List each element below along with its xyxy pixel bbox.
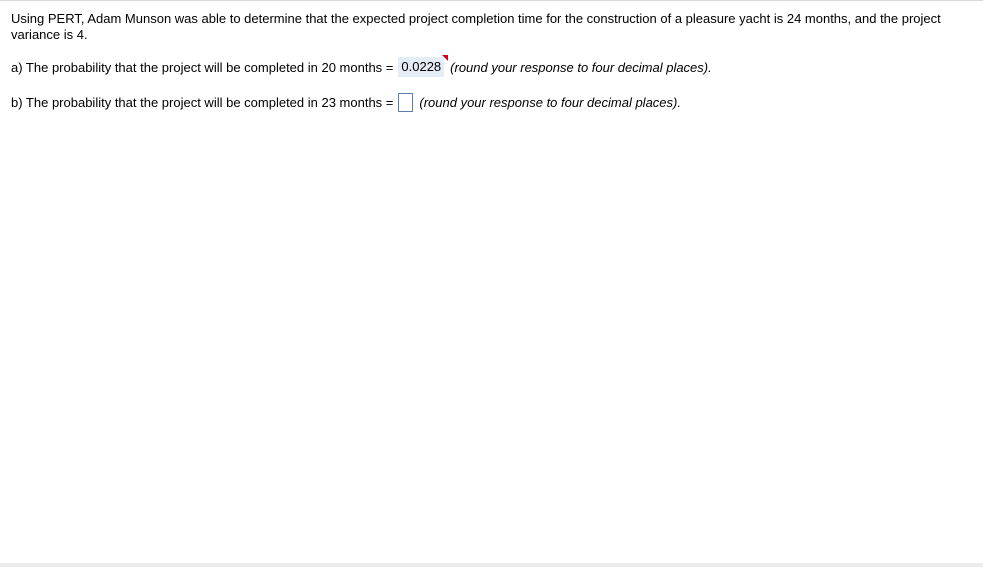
- part-b-answer-input[interactable]: [398, 93, 413, 112]
- question-text: Using PERT, Adam Munson was able to determine that the expected project completion time for the construction of a pleasure yacht is 24 months, and the project variance is 4.: [11, 11, 941, 42]
- part-a-answer-value: 0.0228: [401, 59, 442, 74]
- part-a-hint: (round your response to four decimal places).: [450, 59, 712, 75]
- part-a-label: a) The probability that the project will be completed in 20 months =: [11, 59, 394, 75]
- top-divider: [0, 0, 983, 1]
- part-a-answer-field[interactable]: [398, 57, 444, 77]
- bottom-bar: [0, 563, 983, 567]
- incorrect-flag-icon: [442, 55, 448, 61]
- part-b: [11, 91, 681, 113]
- part-b-hint: (round your response to four decimal places).: [419, 94, 681, 110]
- part-b-label: b) The probability that the project will be completed in 23 months =: [11, 94, 394, 110]
- part-a: [11, 56, 712, 78]
